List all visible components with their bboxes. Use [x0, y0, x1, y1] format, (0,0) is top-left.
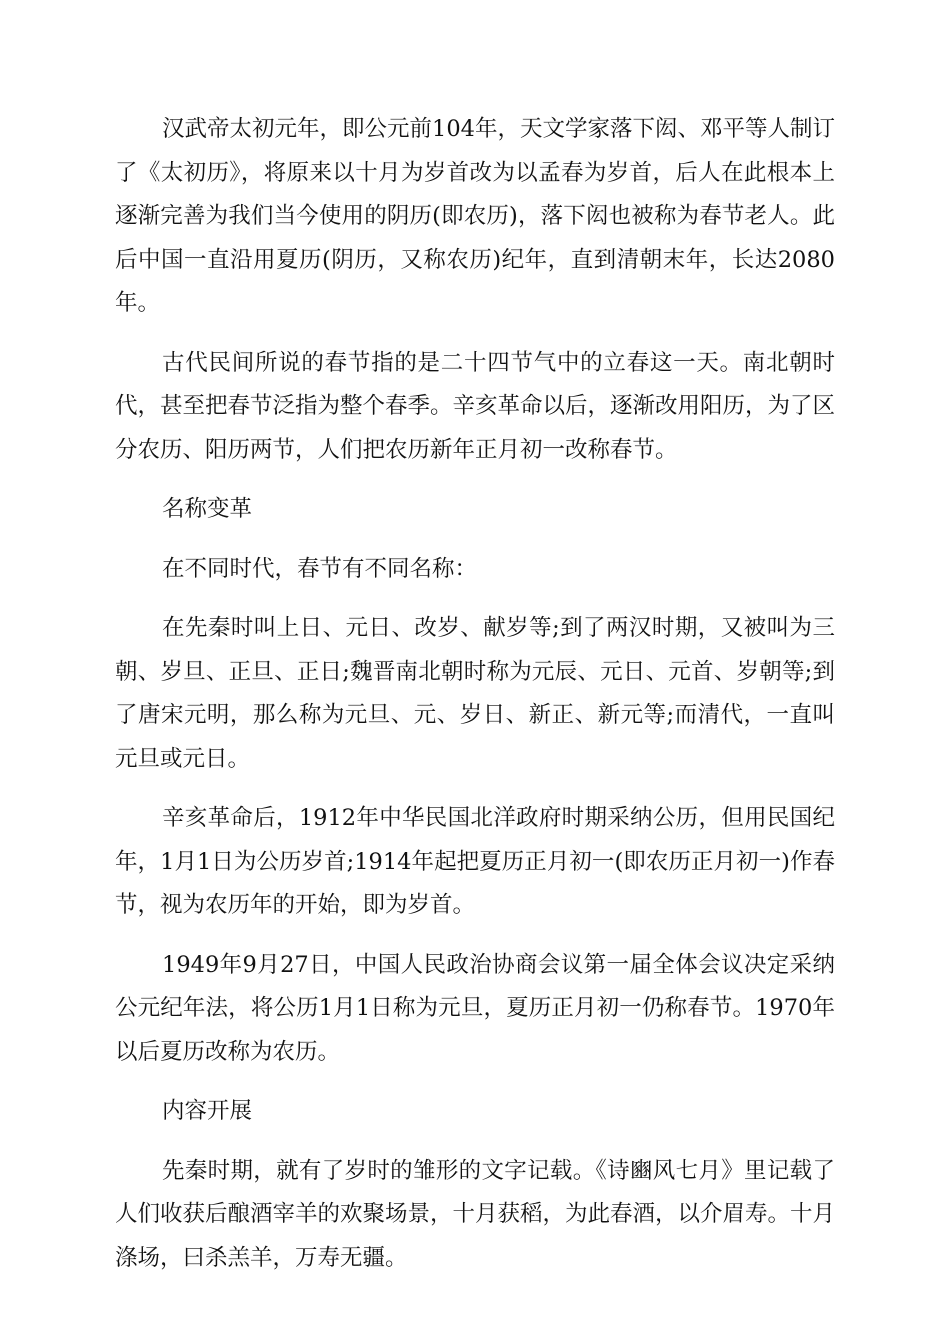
paragraph-ancient-spring-festival: 古代民间所说的春节指的是二十四节气中的立春这一天。南北朝时代，甚至把春节泛指为整个春季。辛亥革命以后，逐渐改用阳历，为了区分农历、阳历两节，人们把农历新年正月初一改称春节。 — [115, 349, 836, 463]
paragraph-pre-qin-records: 先秦时期，就有了岁时的雏形的文字记载。《诗豳风七月》里记载了人们收获后酿酒宰羊的欢聚场景，十月获稻，为此春酒，以介眉寿。十月涤场，曰杀羔羊，万寿无疆。 — [115, 1157, 836, 1271]
paragraph-different-names-intro: 在不同时代，春节有不同名称： — [162, 555, 478, 582]
section-heading-name-changes: 名称变革 — [162, 496, 253, 522]
paragraph-1949-decision: 1949年9月27日，中国人民政治协商会议第一届全体会议决定采纳公元纪年法，将公历1月1日称为元旦，夏历正月初一仍称春节。1970年以后夏历改称为农历。 — [115, 951, 835, 1065]
section-heading-content-development: 内容开展 — [162, 1098, 253, 1124]
paragraph-historical-names: 在先秦时叫上日、元日、改岁、献岁等;到了两汉时期，又被叫为三朝、岁旦、正旦、正日;魏晋南北朝时称为元辰、元日、元首、岁朝等;到了唐宋元明，那么称为元旦、元、岁日、新正、新元等;而清代，一直叫元旦或元日。 — [115, 615, 835, 772]
paragraph-1912-calendar: 辛亥革命后，1912年中华民国北洋政府时期采纳公历，但用民国纪年，1月1日为公历岁首;1914年起把夏历正月初一(即农历正月初一)作春节，视为农历年的开始，即为岁首。 — [115, 805, 835, 918]
document-body — [115, 108, 835, 1296]
paragraph-taichu-calendar: 汉武帝太初元年，即公元前104年，天文学家落下闳、邓平等人制订了《太初历》，将原来以十月为岁首改为以孟春为岁首，后人在此根本上逐渐完善为我们当今使用的阴历(即农历)，落下闳也被称为春节老人。此后中国一直沿用夏历(阴历，又称农历)纪年，直到清朝末年，长达2080年。 — [115, 116, 835, 316]
